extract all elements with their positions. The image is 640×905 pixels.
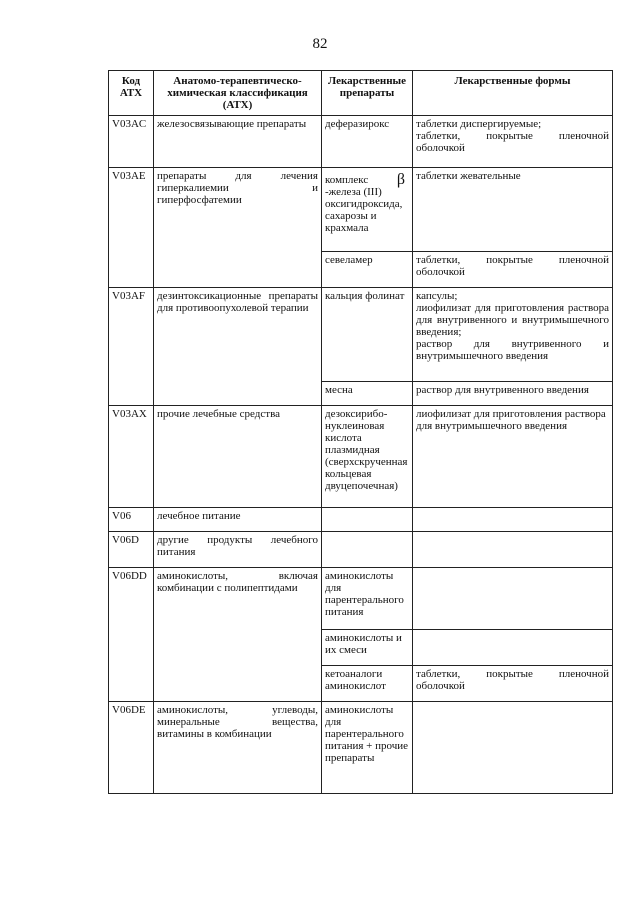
atx-class: аминокислоты, углеводы, минеральные вещества, витамины в комбинации: [154, 702, 322, 794]
table-row: [109, 288, 613, 382]
table-row: [109, 702, 613, 794]
table-row: [109, 116, 613, 168]
drug-name-empty: [322, 508, 413, 532]
atx-class: аминокислоты, включая комбинации с полипептидами: [154, 568, 322, 702]
table-row: [109, 568, 613, 630]
drug-name: деферазирокс: [322, 116, 413, 168]
drug-name-part: комплекс: [325, 174, 369, 186]
atx-table: [108, 70, 613, 794]
header-drugs: Лекарственные препараты: [322, 71, 413, 116]
drug-form: лиофилизат для приготовления раствора для внутримышечного введения: [413, 406, 613, 508]
atx-class: прочие лечебные средства: [154, 406, 322, 508]
drug-name: аминокислоты для парентерального питания + прочие препараты: [322, 702, 413, 794]
drug-form-empty: [413, 702, 613, 794]
atx-code: V06D: [109, 532, 154, 568]
drug-form: раствор для внутривенного введения: [413, 382, 613, 406]
drug-name: аминокислоты и их смеси: [322, 630, 413, 666]
atx-code: V03AC: [109, 116, 154, 168]
drug-name: [322, 168, 413, 252]
atx-code: V06DD: [109, 568, 154, 702]
drug-name: месна: [322, 382, 413, 406]
atx-code: V06: [109, 508, 154, 532]
header-code: Код АТХ: [109, 71, 154, 116]
table-row: [109, 406, 613, 508]
drug-name: кетоаналоги аминокислот: [322, 666, 413, 702]
drug-form: таблетки, покрытые пленочной оболочкой: [413, 666, 613, 702]
page-number: 82: [312, 36, 328, 52]
drug-form-text: таблетки, покрытые пленочной оболочкой: [416, 130, 609, 154]
table-row: [109, 532, 613, 568]
drug-name-part: -железа (III) оксигидроксида, сахарозы и крахмала: [325, 186, 403, 234]
drug-form: лиофилизат для приготовления раствора для внутривенного и внутримышечного введения;: [416, 302, 609, 338]
header-classification: Анатомо-терапевтическо-химическая классификация (АТХ): [154, 71, 322, 116]
header-forms: Лекарственные формы: [413, 71, 613, 116]
drug-form: таблетки жевательные: [413, 168, 613, 252]
atx-class: железосвязывающие препараты: [154, 116, 322, 168]
drug-forms: [413, 288, 613, 382]
drug-form: таблетки диспергируемые;: [416, 118, 542, 130]
atx-code: V03AE: [109, 168, 154, 288]
atx-class: лечебное питание: [154, 508, 322, 532]
drug-form: капсулы;: [416, 290, 458, 302]
atx-class: другие продукты лечебного питания: [154, 532, 322, 568]
drug-name: дезоксирибо-нуклеиновая кислота плазмидная (сверхскрученная кольцевая двуцепочечная): [322, 406, 413, 508]
drug-form-empty: [413, 568, 613, 630]
drug-name-empty: [322, 532, 413, 568]
table-header-row: [109, 71, 613, 116]
drug-form-empty: [413, 630, 613, 666]
atx-class: препараты для лечения гиперкалиемии и гиперфосфатемии: [154, 168, 322, 288]
atx-code: V03AF: [109, 288, 154, 406]
drug-forms: [413, 116, 613, 168]
atx-code: V06DE: [109, 702, 154, 794]
table-row: [109, 168, 613, 252]
atx-class: дезинтоксикационные препараты для противоопухолевой терапии: [154, 288, 322, 406]
drug-form-empty: [413, 508, 613, 532]
atx-code: V03AX: [109, 406, 154, 508]
drug-form: таблетки, покрытые пленочной оболочкой: [413, 252, 613, 288]
drug-name: кальция фолинат: [322, 288, 413, 382]
drug-form: [416, 130, 609, 154]
drug-name: севеламер: [322, 252, 413, 288]
drug-form-empty: [413, 532, 613, 568]
beta-symbol: β: [396, 171, 405, 188]
table-row: [109, 508, 613, 532]
drug-form: раствор для внутривенного и внутримышечного введения: [416, 338, 609, 362]
drug-name: аминокислоты для парентерального питания: [322, 568, 413, 630]
